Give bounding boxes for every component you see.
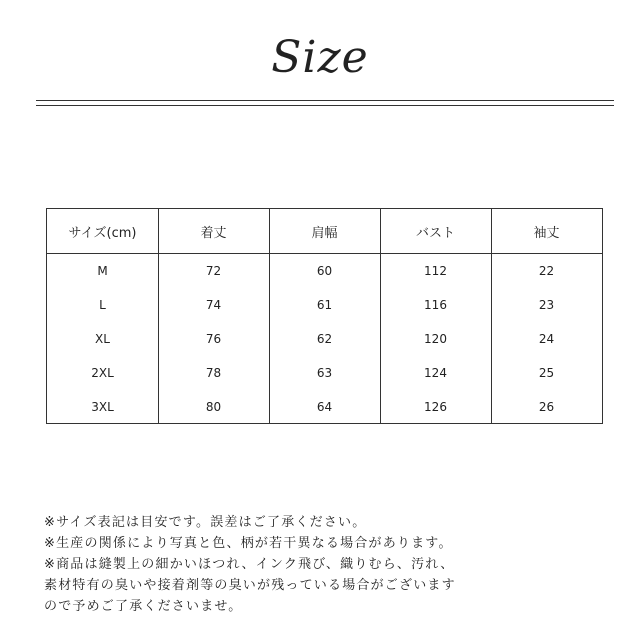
table-cell-shoulder: 61: [316, 298, 333, 312]
table-cell-bust: 120: [424, 332, 447, 346]
table-cell-length: 76: [205, 332, 222, 346]
note-line: 素材特有の臭いや接着剤等の臭いが残っている場合がございます: [44, 578, 456, 593]
table-row: [47, 288, 602, 322]
table-column-divider: [380, 254, 381, 423]
table-cell-size: 2XL: [91, 366, 114, 380]
table-cell-sleeve: 22: [538, 264, 555, 278]
header-cell-size: サイズ(cm): [68, 226, 137, 241]
table-row: [47, 356, 602, 390]
note-line: ので予めご了承くださいませ。: [44, 599, 243, 614]
table-cell-length: 72: [205, 264, 222, 278]
note-line: ※商品は縫製上の細かいほつれ、インク飛び、織りむら、汚れ、: [44, 557, 455, 572]
table-cell-sleeve: 25: [538, 366, 555, 380]
table-cell-sleeve: 23: [538, 298, 555, 312]
table-cell-sleeve: 24: [538, 332, 555, 346]
table-cell-shoulder: 63: [316, 366, 333, 380]
title-divider-bottom: [36, 105, 614, 106]
table-column-divider: [158, 209, 159, 254]
table-column-divider: [380, 209, 381, 254]
table-row: [47, 390, 602, 424]
header-cell-length: 着丈: [200, 226, 227, 241]
table-column-divider: [269, 254, 270, 423]
table-column-divider: [158, 254, 159, 423]
table-cell-bust: 112: [424, 264, 447, 278]
header-cell-sleeve: 袖丈: [533, 226, 560, 241]
table-header-row: [47, 209, 602, 254]
table-cell-length: 74: [205, 298, 222, 312]
header-cell-shoulder: 肩幅: [311, 226, 338, 241]
header-cell-bust: バスト: [415, 226, 455, 241]
table-cell-shoulder: 60: [316, 264, 333, 278]
table-cell-length: 78: [205, 366, 222, 380]
table-row: [47, 254, 602, 288]
table-cell-shoulder: 64: [316, 400, 333, 414]
table-column-divider: [491, 209, 492, 254]
table-column-divider: [491, 254, 492, 423]
table-cell-shoulder: 62: [316, 332, 333, 346]
table-cell-size: XL: [95, 332, 110, 346]
table-column-divider: [269, 209, 270, 254]
table-cell-size: M: [97, 264, 108, 278]
table-cell-bust: 126: [424, 400, 447, 414]
table-cell-size: L: [99, 298, 106, 312]
table-header-divider: [47, 253, 602, 254]
note-line: ※サイズ表記は目安です。誤差はご了承ください。: [44, 515, 367, 530]
page-title: Size: [271, 32, 369, 83]
table-cell-bust: 116: [424, 298, 447, 312]
notes-block: [44, 512, 604, 617]
table-cell-bust: 124: [424, 366, 447, 380]
table-cell-sleeve: 26: [538, 400, 555, 414]
note-line: ※生産の関係により写真と色、柄が若干異なる場合があります。: [44, 536, 453, 551]
title-divider-top: [36, 100, 614, 101]
size-table: [46, 208, 603, 424]
table-cell-size: 3XL: [91, 400, 114, 414]
table-cell-length: 80: [205, 400, 222, 414]
table-row: [47, 322, 602, 356]
